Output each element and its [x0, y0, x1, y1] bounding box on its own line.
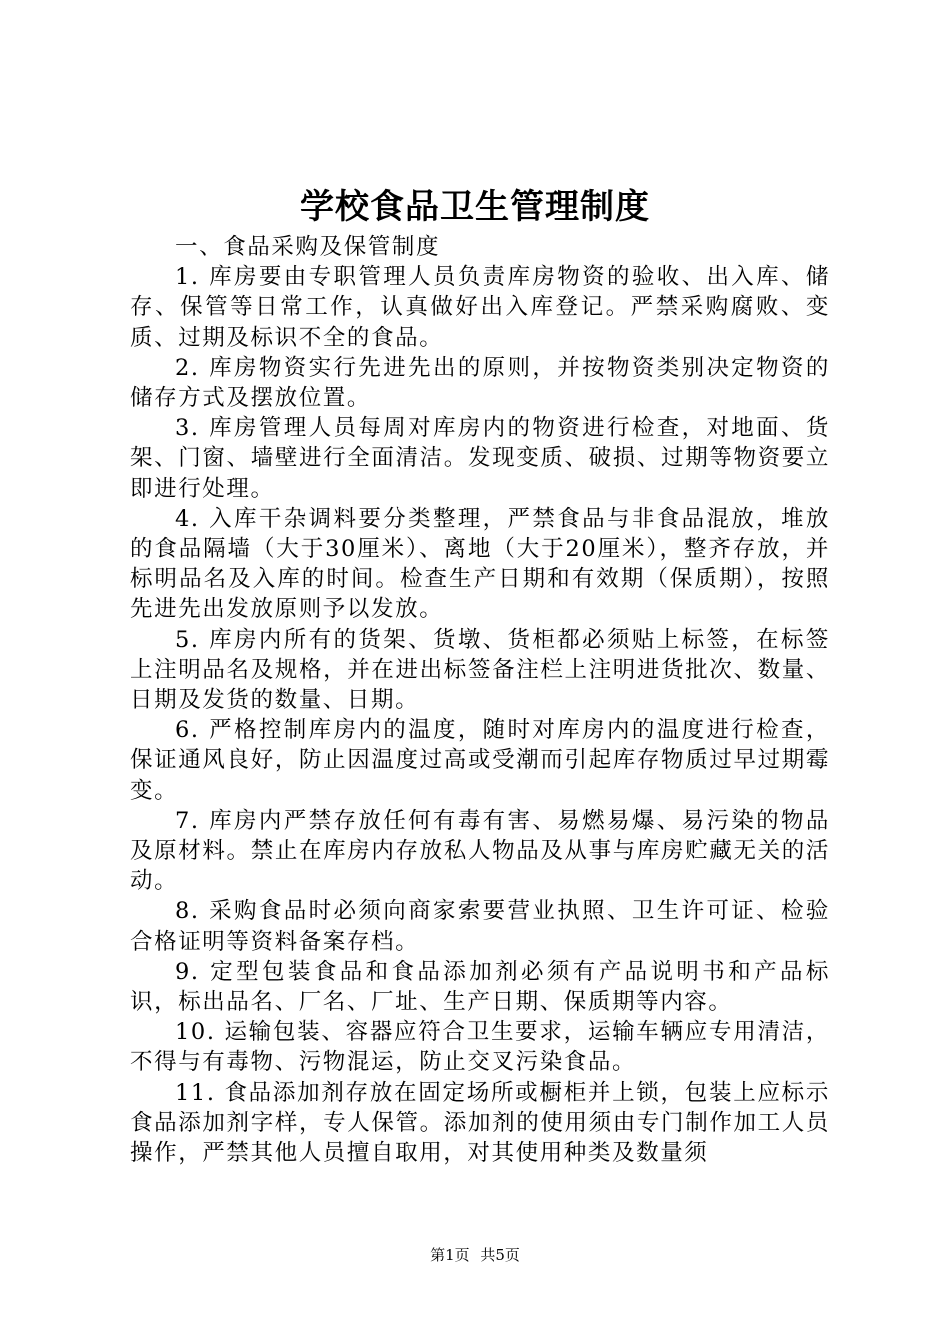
- document-title: 学校食品卫生管理制度: [300, 187, 650, 227]
- document-body: [130, 232, 830, 1168]
- paragraph-11: 11. 食品添加剂存放在固定场所或橱柜并上锁，包装上应标示食品添加剂字样，专人保管。添加剂的使用须由专门制作加工人员操作，严禁其他人员擅自取用，对其使用种类及数量须: [130, 1079, 830, 1167]
- paragraph-6: 6. 严格控制库房内的温度，随时对库房内的温度进行检查，保证通风良好，防止因温度过高或受潮而引起库存物质过早过期霉变。: [130, 717, 830, 804]
- paragraph-2: 2. 库房物资实行先进先出的原则，并按物资类别决定物资的储存方式及摆放位置。: [130, 354, 830, 412]
- paragraph-8: 8. 采购食品时必须向商家索要营业执照、卫生许可证、检验合格证明等资料备案存档。: [130, 898, 830, 955]
- paragraph-5: 5. 库房内所有的货架、货墩、货柜都必须贴上标签，在标签上注明品名及规格，并在进出标签备注栏上注明进货批次、数量、日期及发货的数量、日期。: [130, 626, 830, 714]
- paragraph-9: 9. 定型包装食品和食品添加剂必须有产品说明书和产品标识，标出品名、厂名、厂址、生产日期、保质期等内容。: [130, 958, 830, 1016]
- page-footer: [0, 1244, 950, 1266]
- page-total: 共5页: [480, 1246, 520, 1264]
- page-number: 第1页: [430, 1246, 470, 1264]
- paragraph-4: 4. 入库干杂调料要分类整理，严禁食品与非食品混放，堆放的食品隔墙（大于30厘米）、离地（大于20厘米），整齐存放，并标明品名及入库的时间。检查生产日期和有效期（保质期），按照先进先出发放原则予以发放。: [130, 505, 830, 623]
- paragraph-3: 3. 库房管理人员每周对库房内的物资进行检查，对地面、货架、门窗、墙壁进行全面清洁。发现变质、破损、过期等物资要立即进行处理。: [130, 415, 830, 502]
- paragraph-1: 1. 库房要由专职管理人员负责库房物资的验收、出入库、储存、保管等日常工作，认真做好出入库登记。严禁采购腐败、变质、过期及标识不全的食品。: [130, 264, 830, 351]
- section-heading: 一、食品采购及保管制度: [175, 234, 441, 260]
- paragraph-7: 7. 库房内严禁存放任何有毒有害、易燃易爆、易污染的物品及原材料。禁止在库房内存放私人物品及从事与库房贮藏无关的活动。: [130, 807, 830, 895]
- paragraph-10: 10. 运输包装、容器应符合卫生要求，运输车辆应专用清洁，不得与有毒物、污物混运，防止交叉污染食品。: [130, 1019, 830, 1076]
